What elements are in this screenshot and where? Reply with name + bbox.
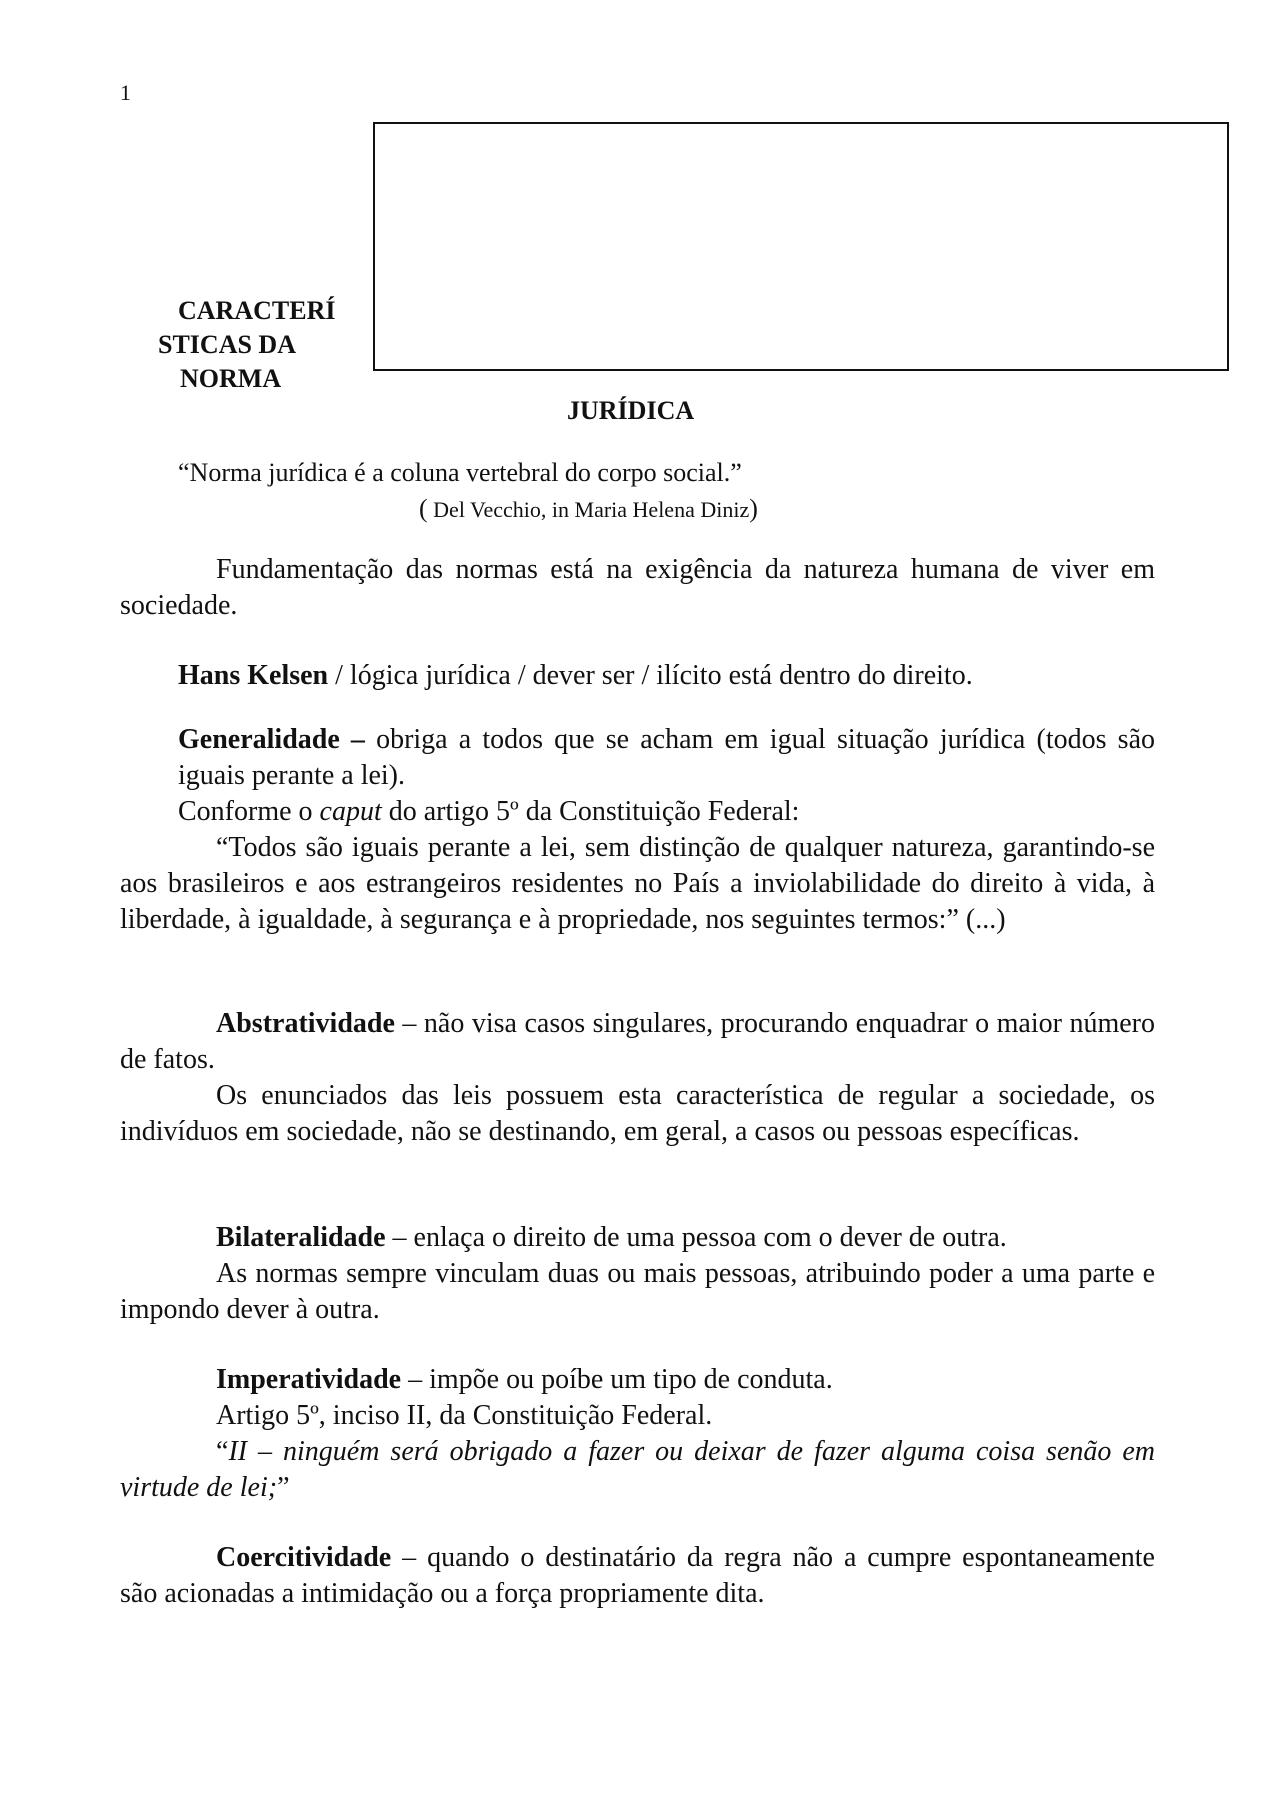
epigraph-source-text: Del Vecchio, in Maria Helena Diniz bbox=[427, 497, 750, 522]
paragraph-generalidade bbox=[178, 722, 1155, 794]
term-hans-kelsen: Hans Kelsen bbox=[178, 660, 329, 691]
page-number: 1 bbox=[120, 80, 131, 105]
imperatividade-text: – impõe ou poíbe um tipo de conduta. bbox=[401, 1364, 833, 1395]
paragraph-bilateralidade bbox=[120, 1220, 1155, 1256]
paragraph-conforme bbox=[178, 794, 1155, 830]
generalidade-text: obriga a todos que se acham em igual situação jurídica (todos são iguais perante a lei). bbox=[178, 724, 1155, 791]
bilateralidade-text: – enlaça o direito de uma pessoa com o dever de outra. bbox=[385, 1222, 1007, 1253]
paragraph-abstratividade bbox=[120, 1006, 1155, 1078]
paragraph-imperatividade bbox=[120, 1362, 1155, 1398]
epigraph-quote: “Norma jurídica é a coluna vertebral do corpo social.” bbox=[178, 458, 742, 487]
paragraph-kelsen bbox=[178, 658, 1155, 694]
term-abstratividade: Abstratividade bbox=[216, 1008, 395, 1039]
quote-inciso-ii bbox=[120, 1434, 1155, 1506]
term-coercitividade: Coercitividade bbox=[216, 1542, 392, 1573]
conforme-before: Conforme o bbox=[178, 796, 320, 827]
kelsen-text: / lógica jurídica / dever ser / ilícito está dentro do direito. bbox=[328, 660, 973, 691]
quote-artigo-5: “Todos são iguais perante a lei, sem distinção de qualquer natureza, garantindo-se aos brasileiros e aos estrangeiros residentes no País a inviolabilidade do direito à vida, à liberdade, à igualdade, à segurança e à propriedade, nos seguintes termos:” (...) bbox=[120, 832, 1155, 935]
abstratividade-text: – não visa casos singulares, procurando enquadrar o maior número de fatos. bbox=[120, 1008, 1155, 1075]
inciso-ii-text: II – ninguém será obrigado a fazer ou deixar de fazer alguma coisa senão em virtude de lei; bbox=[120, 1436, 1155, 1503]
paragraph-artigo-5-inciso-ii: Artigo 5º, inciso II, da Constituição Federal. bbox=[216, 1400, 713, 1431]
title-line-3: NORMA bbox=[180, 364, 282, 393]
term-imperatividade: Imperatividade bbox=[216, 1364, 402, 1395]
paragraph-enunciados: Os enunciados das leis possuem esta característica de regular a sociedade, os indivíduos em sociedade, não se destinando, em geral, a casos ou pessoas específicas. bbox=[120, 1080, 1155, 1147]
term-generalidade: Generalidade – bbox=[178, 724, 365, 755]
inciso-open-quote: “ bbox=[216, 1436, 229, 1467]
paragraph-coercitividade bbox=[120, 1540, 1155, 1612]
inciso-close-quote: ” bbox=[277, 1472, 290, 1503]
header-frame bbox=[373, 122, 1229, 371]
paragraph-fundamentacao: Fundamentação das normas está na exigência da natureza humana de viver em sociedade. bbox=[120, 554, 1155, 621]
epigraph-source bbox=[419, 494, 758, 524]
term-bilateralidade: Bilateralidade bbox=[216, 1222, 386, 1253]
title-line-2: STICAS DA bbox=[158, 330, 296, 359]
coercitividade-text: – quando o destinatário da regra não a cumpre espontaneamente são acionadas a intimidação ou a força propriamente dita. bbox=[120, 1542, 1155, 1609]
title-line-1: CARACTERÍ bbox=[178, 296, 336, 325]
conforme-after: do artigo 5º da Constituição Federal: bbox=[381, 796, 800, 827]
paragraph-vinculam: As normas sempre vinculam duas ou mais pessoas, atribuindo poder a uma parte e impondo dever à outra. bbox=[120, 1258, 1155, 1325]
title-line-4: JURÍDICA bbox=[567, 396, 695, 425]
epigraph-source-close: ) bbox=[749, 494, 758, 523]
epigraph-source-open: ( bbox=[419, 494, 428, 523]
conforme-caput: caput bbox=[319, 796, 382, 827]
